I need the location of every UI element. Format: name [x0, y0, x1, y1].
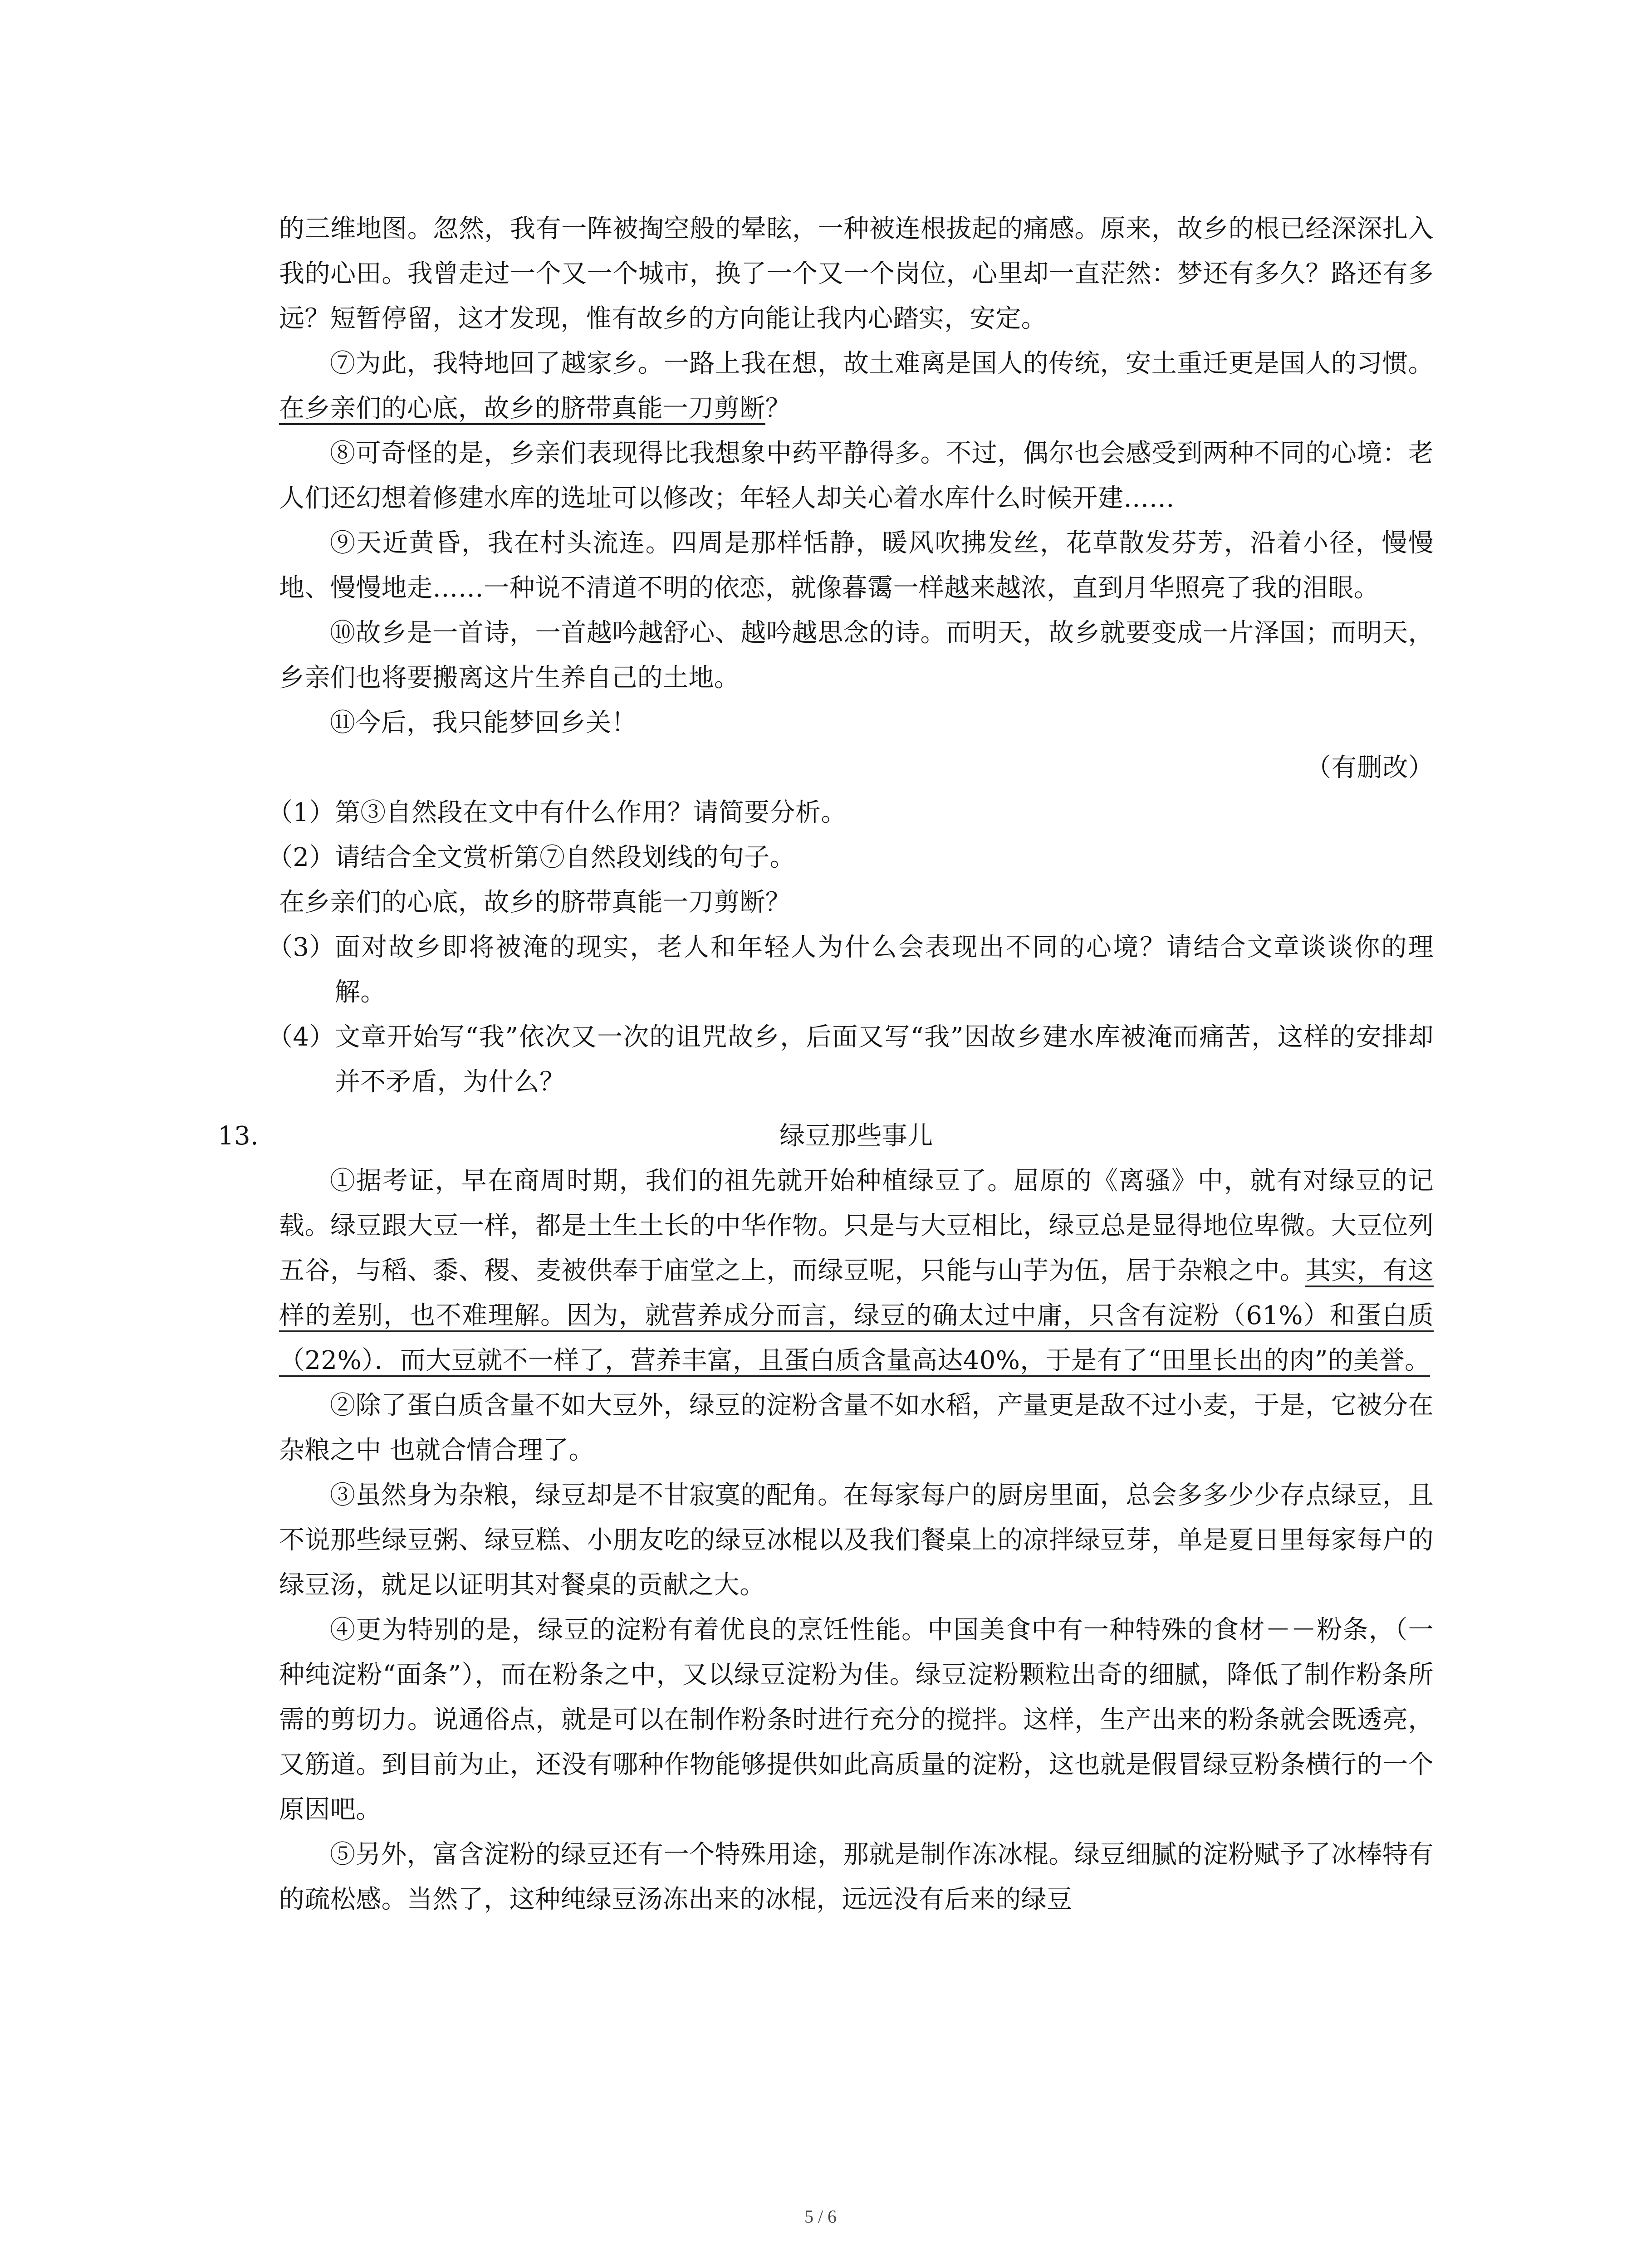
question-text: 文章开始写“我”依次又一次的诅咒故乡，后面又写“我”因故乡建水库被淹而痛苦，这样的安排却并不矛盾，为什么？	[334, 1022, 1434, 1097]
question-item	[267, 925, 1434, 1015]
question-number: （1）	[267, 798, 335, 827]
article-header	[218, 1114, 1434, 1158]
source-note: （有删改）	[1306, 753, 1434, 782]
article-title: 绿豆那些事儿	[779, 1121, 933, 1151]
passage-paragraph-7-text-b: ？	[765, 394, 791, 423]
question-text: 第③自然段在文中有什么作用？请简要分析。	[334, 798, 847, 827]
question-list	[267, 790, 1434, 1105]
article-paragraph-3: ③虽然身为杂粮，绿豆却是不甘寂寞的配角。在每家每户的厨房里面，总会多多少少存点绿豆，且不说那些绿豆粥、绿豆糕、小朋友吃的绿豆冰棍以及我们餐桌上的凉拌绿豆芽，单是夏日里每家每户的绿豆汤，就足以证明其对餐桌的贡献之大。	[279, 1481, 1434, 1600]
question-quote: 在乡亲们的心底，故乡的脐带真能一刀剪断？	[279, 888, 791, 917]
underlined-sentence: 在乡亲们的心底，故乡的脐带真能一刀剪断	[279, 394, 765, 425]
passage-paragraph-11: ⑪今后，我只能梦回乡关！	[330, 708, 637, 738]
article-paragraph-2: ②除了蛋白质含量不如大豆外，绿豆的淀粉含量不如水稻，产量更是敌不过小麦，于是，它被分在杂粮之中 也就合情合理了。	[279, 1391, 1434, 1465]
article-paragraph-5: ⑤另外，富含淀粉的绿豆还有一个特殊用途，那就是制作冻冰棍。绿豆细腻的淀粉赋予了冰棒特有的疏松感。当然了，这种纯绿豆汤冻出来的冰棍，远远没有后来的绿豆	[279, 1840, 1434, 1914]
question-number: （4）	[267, 1022, 335, 1052]
question-number: （2）	[267, 843, 335, 872]
question-text: 请结合全文赏析第⑦自然段划线的句子。	[334, 843, 796, 872]
page-number: 5 / 6	[804, 2206, 837, 2227]
question-item	[267, 790, 1434, 835]
question-number: （3）	[267, 933, 335, 962]
question-13-number: 13.	[218, 1121, 259, 1151]
passage-paragraph-9: ⑨天近黄昏，我在村头流连。四周是那样恬静，暖风吹拂发丝，花草散发芬芳，沿着小径，慢慢地、慢慢地走……一种说不清道不明的依恋，就像暮霭一样越来越浓，直到月华照亮了我的泪眼。	[279, 528, 1434, 603]
article-paragraph-4: ④更为特别的是，绿豆的淀粉有着优良的烹饪性能。中国美食中有一种特殊的食材－－粉条，（一种纯淀粉“面条”），而在粉条之中，又以绿豆淀粉为佳。绿豆淀粉颗粒出奇的细腻，降低了制作粉条所需的剪切力。说通俗点，就是可以在制作粉条时进行充分的搅拌。这样，生产出来的粉条就会既透亮，又筋道。到目前为止，还没有哪种作物能够提供如此高质量的淀粉，这也就是假冒绿豆粉条横行的一个原因吧。	[279, 1615, 1434, 1824]
question-text: 面对故乡即将被淹的现实，老人和年轻人为什么会表现出不同的心境？请结合文章谈谈你的理解。	[334, 933, 1434, 1007]
passage-paragraph-6-tail: 的三维地图。忽然，我有一阵被掏空般的晕眩，一种被连根拔起的痛感。原来，故乡的根已经深深扎入我的心田。我曾走过一个又一个城市，换了一个又一个岗位，心里却一直茫然：梦还有多久？路还有多远？短暂停留，这才发现，惟有故乡的方向能让我内心踏实，安定。	[279, 214, 1434, 333]
page-content	[218, 206, 1434, 1922]
question-item	[267, 1015, 1434, 1105]
passage-paragraph-7-text-a: ⑦为此，我特地回了越家乡。一路上我在想，故土难离是国人的传统，安土重迁更是国人的习惯。	[330, 349, 1434, 378]
passage-paragraph-8: ⑧可奇怪的是，乡亲们表现得比我想象中药平静得多。不过，偶尔也会感受到两种不同的心境：老人们还幻想着修建水库的选址可以修改；年轻人却关心着水库什么时候开建……	[279, 439, 1434, 513]
article-paragraph-1	[279, 1158, 1434, 1383]
passage-paragraph-10: ⑩故乡是一首诗，一首越吟越舒心、越吟越思念的诗。而明天，故乡就要变成一片泽国；而明天，乡亲们也将要搬离这片生养自己的土地。	[279, 618, 1434, 693]
underlined-passage: 其实，有这样的差别，也不难理解。因为，就营养成分而言，绿豆的确太过中庸，只含有淀粉（61%）和蛋白质（22%）．而大豆就不一样了，营养丰富，且蛋白质含量高达40%，于是有了“田里长出的肉”的美誉。	[279, 1256, 1434, 1377]
passage-paragraph-7	[279, 341, 1434, 431]
question-item	[267, 835, 1434, 880]
article-paragraph-1-text: ①据考证，早在商周时期，我们的祖先就开始种植绿豆了。屈原的《离骚》中，就有对绿豆的记载。绿豆跟大豆一样，都是土生土长的中华作物。只是与大豆相比，绿豆总是显得地位卑微。大豆位列五谷，与稻、黍、稷、麦被供奉于庙堂之上，而绿豆呢，只能与山芋为伍，居于杂粮之中。	[279, 1166, 1434, 1286]
